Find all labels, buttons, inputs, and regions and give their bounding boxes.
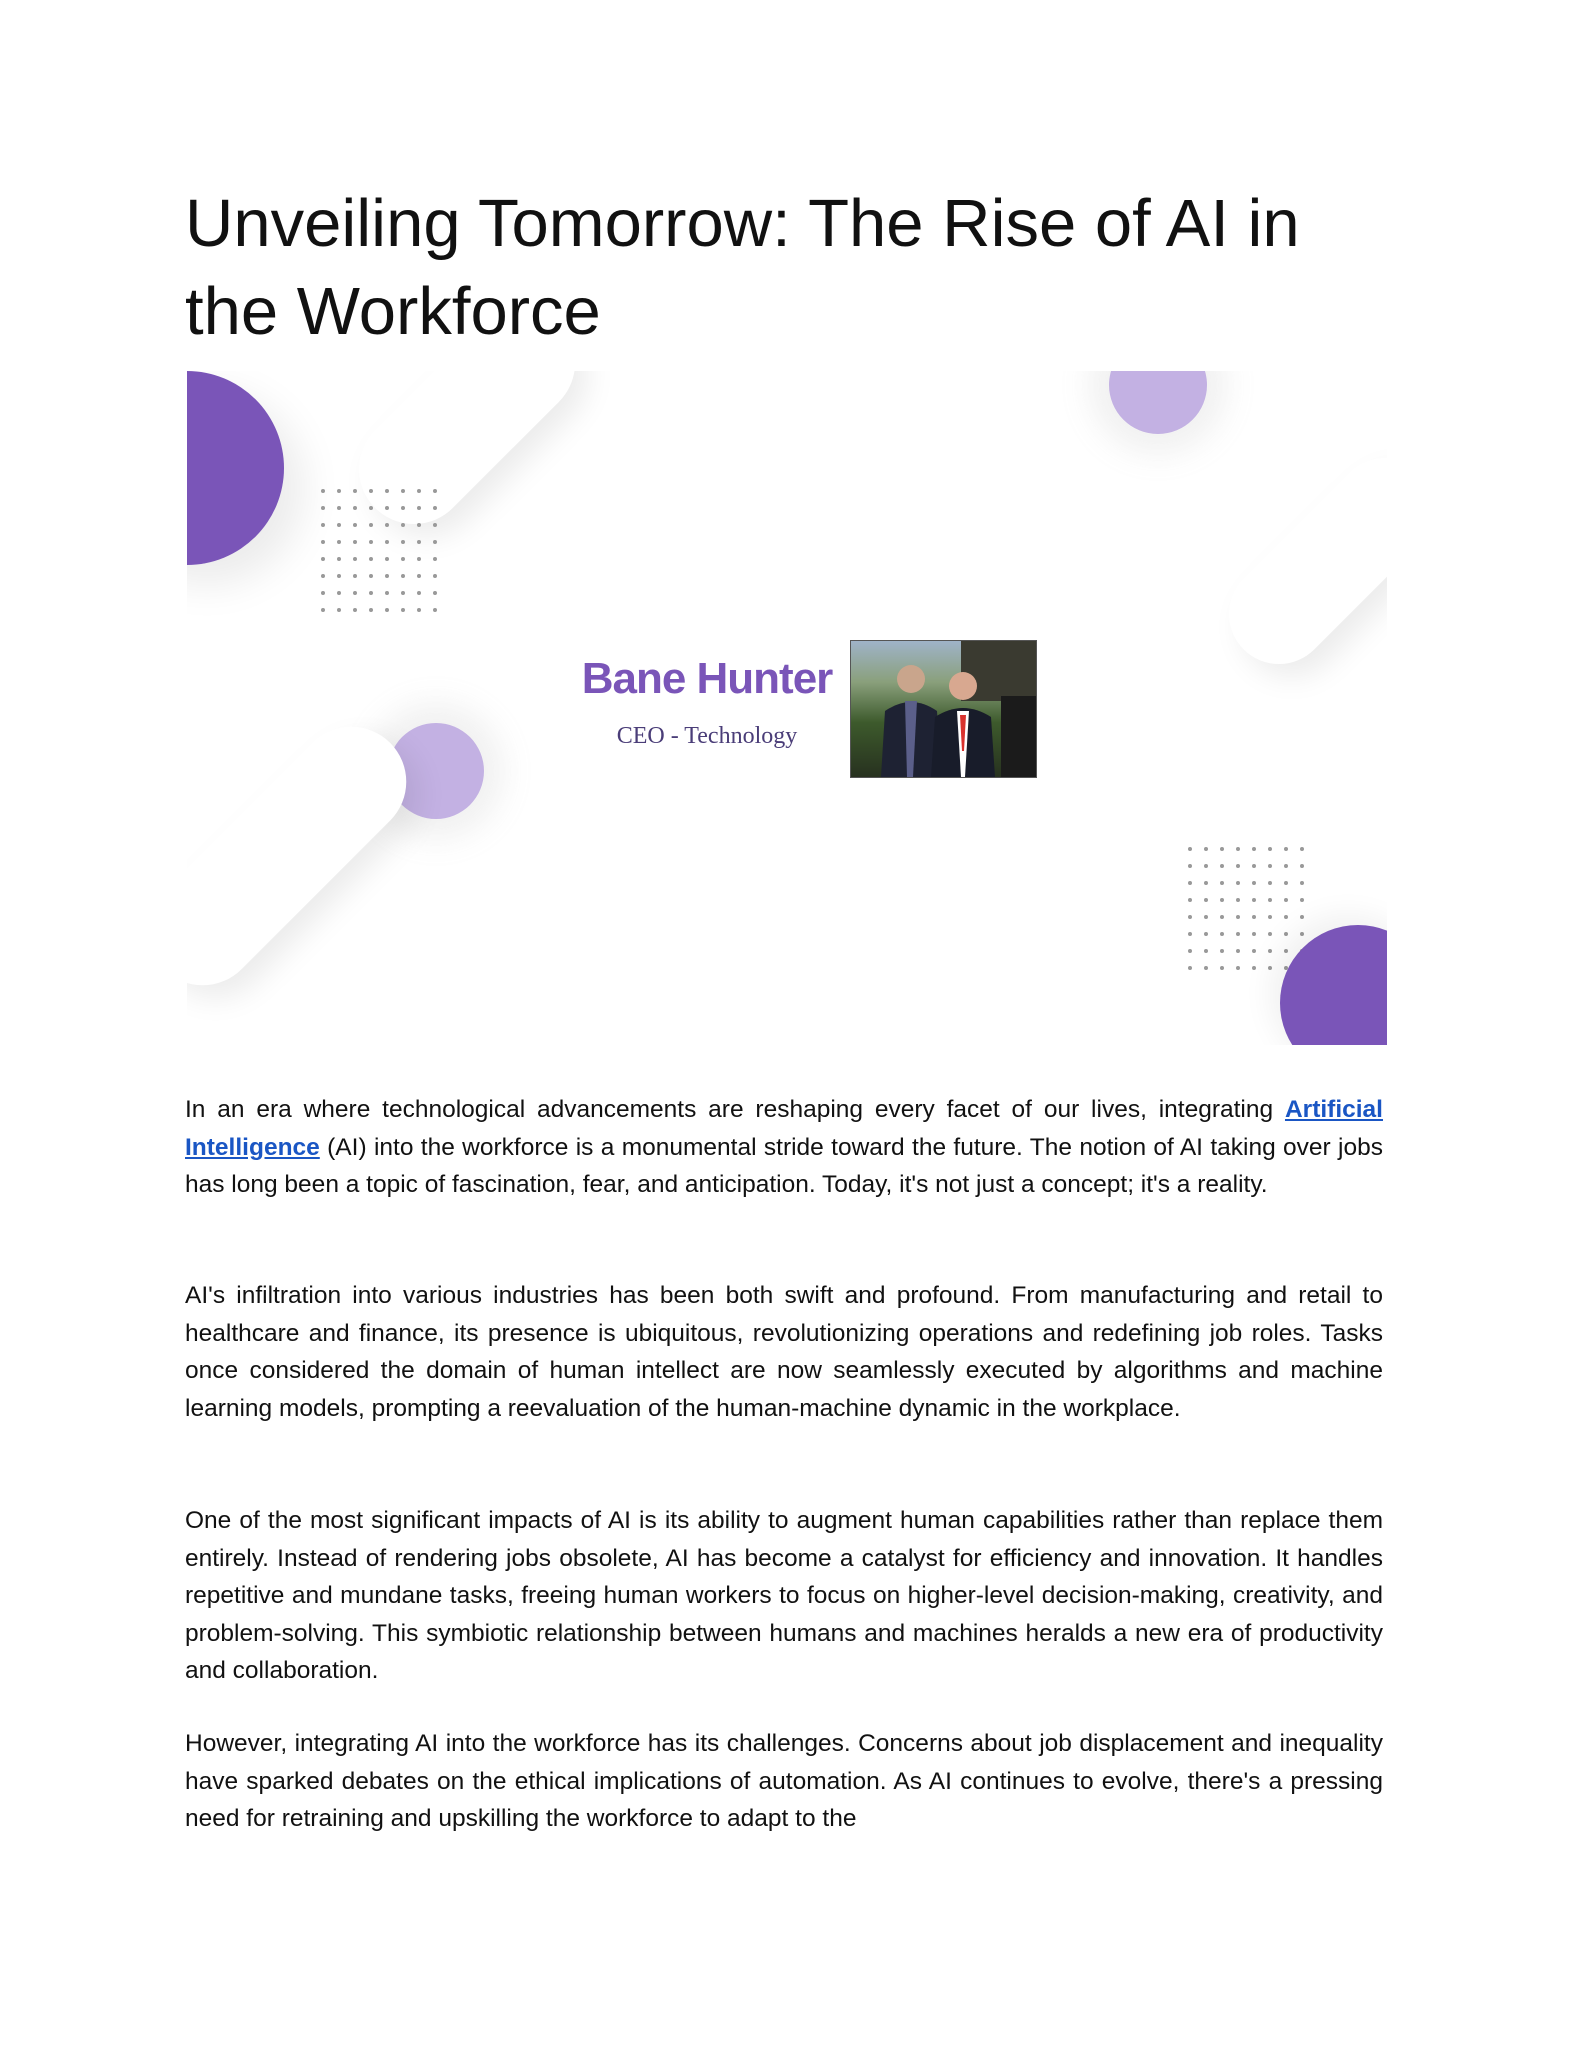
dot: [1188, 932, 1192, 936]
header-banner-image: [187, 371, 1387, 1045]
dot: [353, 591, 357, 595]
dot: [1220, 932, 1224, 936]
dot: [1204, 932, 1208, 936]
dot: [1268, 915, 1272, 919]
dot: [1204, 864, 1208, 868]
dot: [337, 523, 341, 527]
dot: [417, 574, 421, 578]
dot: [321, 608, 325, 612]
dot: [321, 591, 325, 595]
dot: [321, 574, 325, 578]
dot: [1252, 932, 1256, 936]
dot: [1188, 966, 1192, 970]
dot: [1300, 881, 1304, 885]
dot: [385, 557, 389, 561]
dot: [1220, 949, 1224, 953]
portrait-photo: [850, 640, 1037, 778]
dot: [1188, 898, 1192, 902]
dot: [1188, 949, 1192, 953]
dot: [337, 591, 341, 595]
dot: [353, 489, 357, 493]
dot: [1236, 966, 1240, 970]
dot: [1300, 847, 1304, 851]
dot: [385, 506, 389, 510]
dot: [1252, 881, 1256, 885]
dot: [417, 608, 421, 612]
dot: [385, 591, 389, 595]
dot: [417, 489, 421, 493]
dot: [433, 574, 437, 578]
dot: [1220, 898, 1224, 902]
dot: [337, 489, 341, 493]
dot: [369, 591, 373, 595]
dot: [417, 540, 421, 544]
dot: [1204, 966, 1208, 970]
dot: [401, 523, 405, 527]
paragraph: One of the most significant impacts of AI is its ability to augment human capabilities rather than replace them entirely. Instead of rendering jobs obsolete, AI has become a catalyst for efficiency and innovation. It handles repetitive and mundane tasks, freeing human workers to focus on higher-level decision-making, creativity, and problem-solving. This symbiotic relationship between humans and machines heralds a new era of productivity and collaboration.: [185, 1507, 1383, 1684]
dot: [369, 574, 373, 578]
dot-grid-decoration: [1188, 847, 1304, 970]
dot: [353, 608, 357, 612]
dot: [401, 574, 405, 578]
dot: [1204, 847, 1208, 851]
dot: [433, 608, 437, 612]
paragraph-intro: In an era where technological advancements are reshaping every facet of our lives, integrating Artificial Intelligence (AI) into the workforce is a monumental stride toward the future. The notion of AI taking over jobs has long been a topic of fascination, fear, and anticipation. Today, it's not just a concept; it's a reality.: [185, 1096, 1383, 1198]
dot: [1300, 864, 1304, 868]
dot: [417, 523, 421, 527]
dot: [1268, 932, 1272, 936]
dot: [1268, 898, 1272, 902]
dot: [385, 540, 389, 544]
dot: [1252, 898, 1256, 902]
dot: [337, 608, 341, 612]
dot: [369, 523, 373, 527]
dot: [337, 506, 341, 510]
dot: [1252, 864, 1256, 868]
dot: [1268, 949, 1272, 953]
dot: [353, 506, 357, 510]
paragraph: AI's infiltration into various industries has been both swift and profound. From manufacturing and retail to healthcare and finance, its presence is ubiquitous, revolutionizing operations and redefining job roles. Tasks once considered the domain of human intellect are now seamlessly executed by algorithms and machine learning models, prompting a reevaluation of the human-machine dynamic in the workplace.: [185, 1282, 1383, 1422]
dot: [401, 591, 405, 595]
dot: [1220, 915, 1224, 919]
dot: [321, 523, 325, 527]
dot: [1236, 949, 1240, 953]
dot: [353, 574, 357, 578]
dot: [1220, 847, 1224, 851]
dot: [1300, 932, 1304, 936]
artificial-intelligence-link[interactable]: Artificial Intelligence: [185, 1096, 1383, 1161]
dot: [1300, 915, 1304, 919]
dot: [433, 591, 437, 595]
dot: [1284, 932, 1288, 936]
dot: [433, 557, 437, 561]
dot: [353, 540, 357, 544]
paragraph: However, integrating AI into the workforce has its challenges. Concerns about job displacement and inequality have sparked debates on the ethical implications of automation. As AI continues to evolve, there's a pressing need for retraining and upskilling the workforce to adapt to the: [185, 1730, 1383, 1832]
dot: [385, 489, 389, 493]
dot: [1284, 847, 1288, 851]
dot: [401, 540, 405, 544]
dot: [1284, 898, 1288, 902]
dot: [1204, 898, 1208, 902]
pill-decoration: [187, 704, 429, 1008]
dot: [353, 557, 357, 561]
dot: [401, 489, 405, 493]
dot: [401, 506, 405, 510]
dot: [433, 506, 437, 510]
dot: [321, 489, 325, 493]
light-purple-circle-decoration: [1109, 371, 1207, 434]
dot: [1252, 949, 1256, 953]
dot: [321, 506, 325, 510]
dot: [1236, 881, 1240, 885]
dot: [1188, 864, 1192, 868]
dot: [1204, 949, 1208, 953]
dot: [1268, 847, 1272, 851]
dot: [417, 506, 421, 510]
dot: [1268, 966, 1272, 970]
dot: [1236, 932, 1240, 936]
dot: [401, 608, 405, 612]
dot-grid-decoration: [321, 489, 437, 612]
person-name: Bane Hunter: [581, 654, 833, 703]
page-title: Unveiling Tomorrow: The Rise of AI in the Workforce: [185, 186, 1300, 349]
dot: [1284, 864, 1288, 868]
dot: [1188, 915, 1192, 919]
dot: [433, 489, 437, 493]
dot: [433, 540, 437, 544]
dot: [1204, 915, 1208, 919]
dot: [417, 591, 421, 595]
dot: [1204, 881, 1208, 885]
dot: [1220, 881, 1224, 885]
dot: [1236, 847, 1240, 851]
dot: [1252, 966, 1256, 970]
dot: [321, 540, 325, 544]
dot: [1300, 898, 1304, 902]
dot: [385, 608, 389, 612]
dot: [1220, 966, 1224, 970]
dot: [337, 557, 341, 561]
dot: [1284, 949, 1288, 953]
photo-people-illustration: [851, 641, 1036, 777]
purple-circle-decoration: [187, 371, 284, 565]
dot: [337, 540, 341, 544]
person-role: CEO - Technology: [616, 723, 798, 749]
dot: [401, 557, 405, 561]
dot: [1252, 847, 1256, 851]
dot: [1252, 915, 1256, 919]
dot: [1236, 915, 1240, 919]
dot: [1188, 881, 1192, 885]
dot: [369, 557, 373, 561]
dot: [1188, 847, 1192, 851]
dot: [1236, 898, 1240, 902]
dot: [1284, 915, 1288, 919]
dot: [1220, 864, 1224, 868]
dot: [385, 523, 389, 527]
pill-decoration: [1208, 437, 1387, 684]
dot: [1268, 881, 1272, 885]
dot: [369, 489, 373, 493]
dot: [1284, 881, 1288, 885]
dot: [433, 523, 437, 527]
dot: [417, 557, 421, 561]
dot: [369, 540, 373, 544]
dot: [321, 557, 325, 561]
dot: [353, 523, 357, 527]
dot: [385, 574, 389, 578]
dot: [337, 574, 341, 578]
dot: [1268, 864, 1272, 868]
dot: [369, 506, 373, 510]
dot: [1236, 864, 1240, 868]
dot: [369, 608, 373, 612]
